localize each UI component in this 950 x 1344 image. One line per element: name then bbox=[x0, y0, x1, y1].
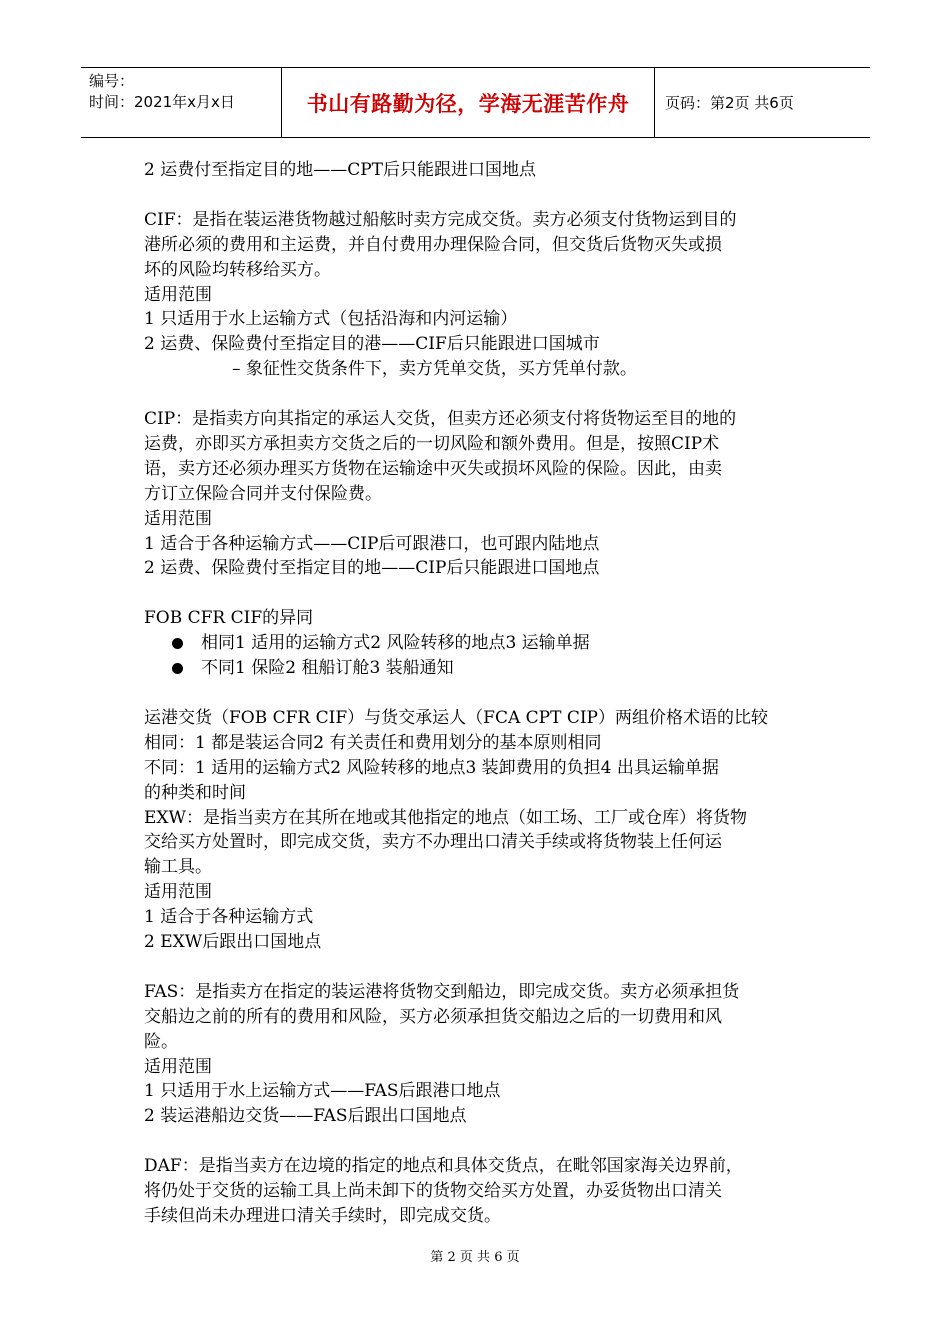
bullet-item bbox=[144, 656, 809, 681]
bullet-icon bbox=[172, 663, 183, 674]
text-line: 险。 bbox=[144, 1031, 178, 1052]
text-line: 适用范围 bbox=[144, 284, 212, 305]
text-line: 不同：1 适用的运输方式2 风险转移的地点3 装卸费用的负担4 出具运输单据 bbox=[144, 757, 719, 778]
text-line: CIF：是指在装运港货物越过船舷时卖方完成交货。卖方必须支付货物运到目的 bbox=[144, 209, 737, 230]
text-line: 2 装运港船边交货——FAS后跟出口国地点 bbox=[144, 1106, 467, 1127]
text-line: FOB CFR CIF的异同 bbox=[144, 608, 314, 629]
text-line: 方订立保险合同并支付保险费。 bbox=[144, 483, 382, 504]
text-line: 将仍处于交货的运输工具上尚未卸下的货物交给买方处置，办妥货物出口清关 bbox=[144, 1181, 722, 1202]
text-line: EXW：是指当卖方在其所在地或其他指定的地点（如工场、工厂或仓库）将货物 bbox=[144, 807, 747, 828]
text-line: 交船边之前的所有的费用和风险，买方必须承担货交船边之后的一切费用和风 bbox=[144, 1006, 722, 1027]
text-line: 2 EXW后跟出口国地点 bbox=[144, 932, 322, 953]
text-line: FAS：是指卖方在指定的装运港将货物交到船边，即完成交货。卖方必须承担货 bbox=[144, 981, 740, 1002]
text-line: 1 只适用于水上运输方式——FAS后跟港口地点 bbox=[144, 1081, 501, 1102]
bullet-item bbox=[144, 631, 809, 656]
number-label: 编号： bbox=[89, 72, 135, 90]
text-line: DAF：是指当卖方在边境的指定的地点和具体交货点，在毗邻国家海关边界前， bbox=[144, 1156, 743, 1177]
header-meta bbox=[81, 68, 282, 137]
bullet-text: 相同1 适用的运输方式2 风险转移的地点3 运输单据 bbox=[201, 633, 590, 654]
text-line: 港所必须的费用和主运费，并自付费用办理保险合同，但交货后货物灭失或损 bbox=[144, 234, 722, 255]
bullet-icon bbox=[172, 638, 183, 649]
text-line: 相同：1 都是装运合同2 有关责任和费用划分的基本原则相同 bbox=[144, 732, 602, 753]
bullet-text: 不同1 保险2 租船订舱3 装船通知 bbox=[201, 658, 454, 679]
text-line: CIP：是指卖方向其指定的承运人交货，但卖方还必须支付将货物运至目的地的 bbox=[144, 409, 737, 430]
time-label: 时间：2021年x月x日 bbox=[89, 93, 235, 111]
text-line: 1 适合于各种运输方式 bbox=[144, 907, 314, 928]
text-line: 1 适合于各种运输方式——CIP后可跟港口，也可跟内陆地点 bbox=[144, 533, 600, 554]
text-line: 的种类和时间 bbox=[144, 782, 246, 803]
text-line: 适用范围 bbox=[144, 508, 212, 529]
text-line: 2 运费、保险费付至指定目的港——CIF后只能跟进口国城市 bbox=[144, 334, 600, 355]
header-page-info: 页码：第2页 共6页 bbox=[665, 94, 794, 112]
text-line: 输工具。 bbox=[144, 857, 212, 878]
text-line: 手续但尚未办理进口清关手续时，即完成交货。 bbox=[144, 1205, 501, 1226]
text-line: 坏的风险均转移给买方。 bbox=[144, 259, 331, 280]
text-line: 2 运费、保险费付至指定目的地——CIP后只能跟进口国地点 bbox=[144, 558, 600, 579]
text-line: 1 只适用于水上运输方式（包括沿海和内河运输） bbox=[144, 309, 518, 330]
text-line: 运港交货（FOB CFR CIF）与货交承运人（FCA CPT CIP）两组价格术语的比较 bbox=[144, 707, 768, 728]
text-line: 适用范围 bbox=[144, 1056, 212, 1077]
text-line: 适用范围 bbox=[144, 882, 212, 903]
page-header bbox=[81, 67, 870, 138]
text-line: 交给买方处置时，即完成交货，卖方不办理出口清关手续或将货物装上任何运 bbox=[144, 832, 722, 853]
text-line: 语，卖方还必须办理买方货物在运输途中灭失或损坏风险的保险。因此，由卖 bbox=[144, 458, 722, 479]
text-line: 2 运费付至指定目的地——CPT后只能跟进口国地点 bbox=[144, 160, 537, 180]
text-line: 运费，亦即买方承担卖方交货之后的一切风险和额外费用。但是，按照CIP术 bbox=[144, 433, 720, 454]
dash-line: – 象征性交货条件下，卖方凭单交货，买方凭单付款。 bbox=[232, 359, 637, 380]
document-body bbox=[144, 158, 809, 1229]
page-footer: 第 2 页 共 6 页 bbox=[430, 1250, 520, 1265]
header-motto: 书山有路勤为径，学海无涯苦作舟 bbox=[282, 68, 655, 137]
